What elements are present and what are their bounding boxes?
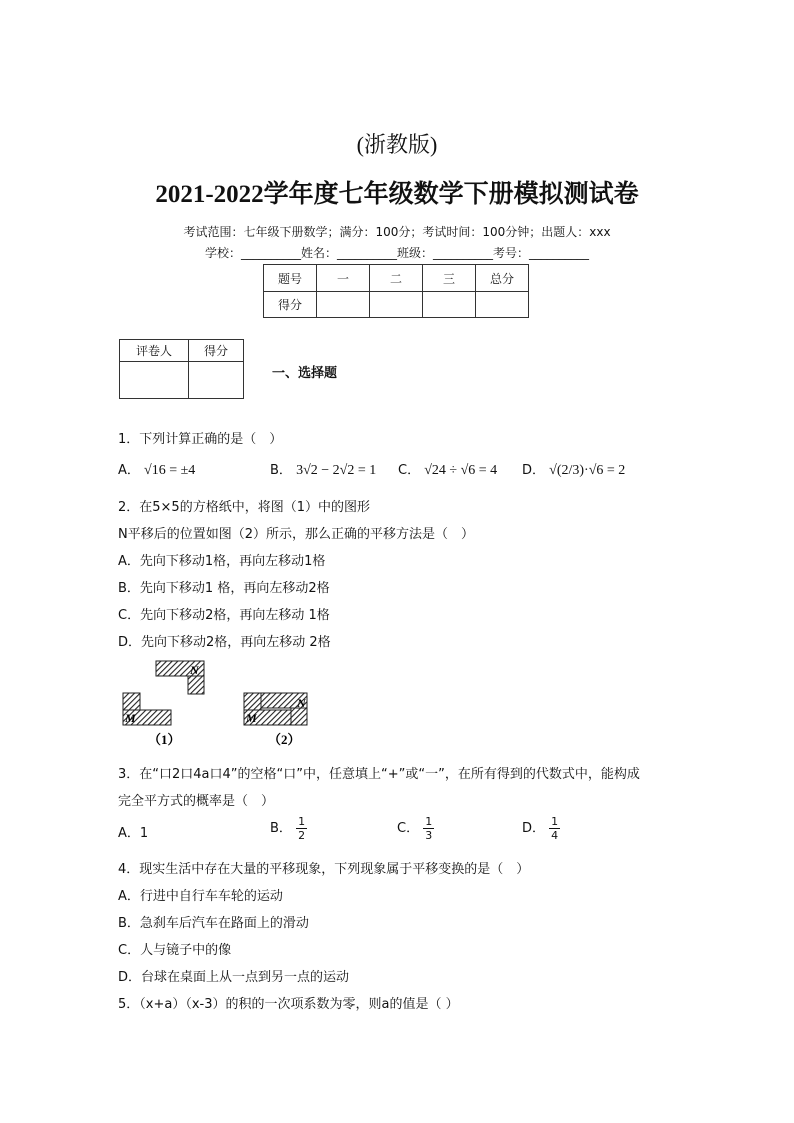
option-label: A． [118, 463, 140, 478]
q3-line1: 3．在“口2口4a口4”的空格“口”中，任意填上“+”或“一”，在所有得到的代数式中，能构成 [118, 767, 640, 782]
q3-option-c [397, 815, 434, 842]
shape-m-top [244, 693, 261, 710]
label-n: N [297, 696, 306, 710]
fraction [296, 815, 307, 842]
score-cell[interactable] [317, 292, 370, 318]
q1-stem: 1．下列计算正确的是（ ） [118, 432, 283, 447]
option-label: D． [522, 463, 546, 478]
shape-m-top [123, 693, 140, 710]
grader-header-cell: 得分 [189, 340, 244, 362]
fraction-denominator: 3 [425, 829, 433, 842]
q1-option-a [118, 459, 195, 479]
shape-n-bottom [291, 708, 307, 725]
score-cell[interactable] [370, 292, 423, 318]
grader-table [119, 339, 244, 399]
math-expression: √(2/3)·√6 = 2 [549, 463, 626, 478]
math-expression: 3√2 − 2√2 = 1 [296, 463, 377, 478]
q4-option-b: B．急刹车后汽车在路面上的滑动 [118, 916, 309, 931]
grader-cell[interactable] [189, 362, 244, 399]
q2-figures [118, 658, 318, 748]
option-label: D． [522, 821, 546, 836]
fraction [549, 815, 560, 842]
score-header-cell: 总分 [476, 265, 529, 292]
score-row-label: 得分 [264, 292, 317, 318]
q4-option-a: A．行进中自行车车轮的运动 [118, 889, 283, 904]
figure-2 [244, 693, 307, 747]
score-cell[interactable] [476, 292, 529, 318]
section-title: 一、选择题 [272, 366, 338, 381]
q2-line2: N平移后的位置如图（2）所示，那么正确的平移方法是（ ） [118, 527, 474, 542]
label-m: M [125, 711, 136, 725]
q3-option-a: A．1 [118, 826, 149, 841]
student-info-line: 学校：__________姓名：__________班级：__________考号：__________ [204, 246, 589, 260]
q4-option-c: C．人与镜子中的像 [118, 943, 232, 958]
paper-subtitle: (浙教版) [356, 132, 438, 157]
math-expression: √24 ÷ √6 = 4 [424, 463, 498, 478]
fraction-numerator: 1 [298, 815, 306, 828]
score-header-cell: 一 [317, 265, 370, 292]
label-n: N [190, 663, 199, 677]
score-table [263, 264, 529, 318]
q3-option-d [522, 815, 560, 842]
paper-title: 2021-2022学年度七年级数学下册模拟测试卷 [155, 181, 639, 208]
q2-option-b: B．先向下移动1 格，再向左移动2格 [118, 581, 330, 596]
option-label: B． [270, 463, 292, 478]
exam-info: 考试范围：七年级下册数学；满分：100分；考试时间：100分钟；出题人：xxx [183, 225, 611, 239]
q5-stem: 5．（x+a）（x-3）的积的一次项系数为零，则a的值是（ ） [118, 997, 459, 1012]
score-cell[interactable] [423, 292, 476, 318]
figure-2-caption: （2） [268, 732, 301, 747]
shape-n-bottom [188, 676, 204, 694]
fraction-denominator: 2 [298, 829, 306, 842]
figure-1-caption: （1） [148, 732, 181, 747]
fraction-numerator: 1 [425, 815, 433, 828]
q3-option-b [270, 815, 307, 842]
q3-line2: 完全平方式的概率是（ ） [118, 794, 275, 809]
option-label: B． [270, 821, 292, 836]
q2-line1: 2．在5×5的方格纸中，将图（1）中的图形 [118, 500, 370, 515]
fraction-denominator: 4 [551, 829, 559, 842]
option-label: C． [398, 463, 421, 478]
q4-option-d: D．台球在桌面上从一点到另一点的运动 [118, 970, 350, 985]
grader-cell[interactable] [120, 362, 189, 399]
score-header-cell: 二 [370, 265, 423, 292]
score-header-cell: 题号 [264, 265, 317, 292]
math-expression: √16 = ±4 [144, 463, 196, 478]
q1-option-b [270, 459, 376, 479]
figure-1 [123, 661, 204, 747]
label-m: M [246, 711, 257, 725]
q1-option-c [398, 459, 497, 479]
option-label: C． [397, 821, 420, 836]
q2-option-a: A．先向下移动1格，再向左移动1格 [118, 554, 326, 569]
q1-option-d [522, 459, 625, 479]
q2-option-c: C．先向下移动2格，再向左移动 1格 [118, 608, 330, 623]
grader-header-cell: 评卷人 [120, 340, 189, 362]
fraction-numerator: 1 [551, 815, 559, 828]
score-header-cell: 三 [423, 265, 476, 292]
fraction [423, 815, 434, 842]
q2-option-d: D．先向下移动2格，再向左移动 2格 [118, 635, 331, 650]
q4-stem: 4．现实生活中存在大量的平移现象，下列现象属于平移变换的是（ ） [118, 862, 530, 877]
